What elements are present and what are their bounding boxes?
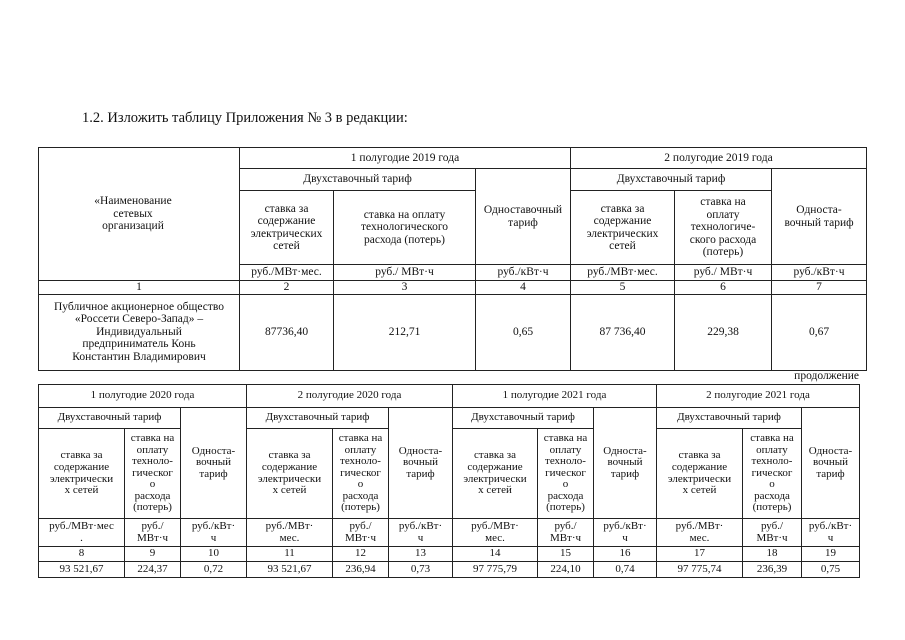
value-cell: 93 521,67 [39,562,125,578]
column-number: 19 [802,547,860,562]
unit-cell: руб./МВт· мес. [247,519,333,547]
column-number: 13 [389,547,453,562]
value-cell: 236,94 [333,562,389,578]
column-number: 3 [334,281,476,295]
value-cell: 224,37 [125,562,181,578]
period-header: 1 полугодие 2019 года [240,148,571,169]
unit-cell: руб./МВт· мес. [657,519,743,547]
column-number: 2 [240,281,334,295]
column-number: 8 [39,547,125,562]
value-cell: 93 521,67 [247,562,333,578]
maintenance-rate-header: ставка за содержание электрически х сетей [39,429,125,519]
unit-cell: руб./МВт·мес. [571,265,675,281]
maintenance-rate-header: ставка за содержание электрически х сетей [657,429,743,519]
loss-rate-header: ставка на оплату техноло- гическог о расхода (потерь) [125,429,181,519]
value-cell: 0,75 [802,562,860,578]
maintenance-rate-header: ставка за содержание электрически х сетей [453,429,538,519]
period-header: 1 полугодие 2021 года [453,385,657,408]
loss-rate-header: ставка на оплату техноло- гическог о расхода (потерь) [743,429,802,519]
value-cell: 229,38 [675,294,772,370]
tariff-table-2020-2021 [38,384,860,578]
unit-cell: руб./МВт·мес . [39,519,125,547]
tariff-table-2019 [38,147,867,371]
single-rate-header: Одноставочный тариф [476,169,571,265]
value-cell: 0,72 [181,562,247,578]
loss-rate-header: ставка на оплату техноло- гическог о расхода (потерь) [333,429,389,519]
value-cell: 224,10 [538,562,594,578]
column-number: 10 [181,547,247,562]
column-number: 9 [125,547,181,562]
period-header: 1 полугодие 2020 года [39,385,247,408]
single-rate-header: Односта- вочный тариф [594,408,657,519]
maintenance-rate-header: ставка за содержание электрических сетей [240,191,334,265]
column-number: 7 [772,281,867,295]
unit-cell: руб./ МВт·ч [743,519,802,547]
unit-cell: руб./кВт· ч [594,519,657,547]
single-rate-header: Односта- вочный тариф [802,408,860,519]
column-number: 17 [657,547,743,562]
unit-cell: руб./ МВт·ч [125,519,181,547]
unit-cell: руб./ МВт·ч [333,519,389,547]
column-number: 5 [571,281,675,295]
column-number: 14 [453,547,538,562]
two-rate-header: Двухставочный тариф [247,408,389,429]
single-rate-header: Односта- вочный тариф [772,169,867,265]
value-cell: 0,73 [389,562,453,578]
loss-rate-header: ставка на оплату технологического расхода (потерь) [334,191,476,265]
two-rate-header: Двухставочный тариф [39,408,181,429]
period-header: 2 полугодие 2020 года [247,385,453,408]
unit-cell: руб./МВт·мес. [240,265,334,281]
value-cell: 97 775,79 [453,562,538,578]
two-rate-header: Двухставочный тариф [657,408,802,429]
single-rate-header: Односта- вочный тариф [389,408,453,519]
value-cell: 212,71 [334,294,476,370]
unit-cell: руб./кВт· ч [802,519,860,547]
value-cell: 0,65 [476,294,571,370]
value-cell: 97 775,74 [657,562,743,578]
loss-rate-header: ставка на оплату технологиче- ского расхода (потерь) [675,191,772,265]
column-number: 15 [538,547,594,562]
column-number: 4 [476,281,571,295]
unit-cell: руб./кВт·ч [772,265,867,281]
unit-cell: руб./ МВт·ч [675,265,772,281]
column-number: 1 [39,281,240,295]
organization-name: Публичное акционерное общество «Россети Северо-Запад» – Индивидуальный предприниматель Конь Константин Владимирович [39,294,240,370]
single-rate-header: Односта- вочный тариф [181,408,247,519]
unit-cell: руб./кВт· ч [389,519,453,547]
value-cell: 0,67 [772,294,867,370]
value-cell: 0,74 [594,562,657,578]
page-heading: 1.2. Изложить таблицу Приложения № 3 в редакции: [82,110,408,126]
column-number: 16 [594,547,657,562]
unit-cell: руб./кВт· ч [181,519,247,547]
period-header: 2 полугодие 2021 года [657,385,860,408]
column-number: 6 [675,281,772,295]
unit-cell: руб./кВт·ч [476,265,571,281]
two-rate-header: Двухставочный тариф [453,408,594,429]
two-rate-header: Двухставочный тариф [571,169,772,191]
value-cell: 87 736,40 [571,294,675,370]
maintenance-rate-header: ставка за содержание электрически х сетей [247,429,333,519]
column-number: 11 [247,547,333,562]
org-name-header: «Наименование сетевых организаций [39,148,240,281]
value-cell: 87736,40 [240,294,334,370]
value-cell: 236,39 [743,562,802,578]
loss-rate-header: ставка на оплату техноло- гическог о расхода (потерь) [538,429,594,519]
unit-cell: руб./ МВт·ч [538,519,594,547]
two-rate-header: Двухставочный тариф [240,169,476,191]
column-number: 18 [743,547,802,562]
period-header: 2 полугодие 2019 года [571,148,867,169]
unit-cell: руб./ МВт·ч [334,265,476,281]
column-number: 12 [333,547,389,562]
maintenance-rate-header: ставка за содержание электрических сетей [571,191,675,265]
unit-cell: руб./МВт· мес. [453,519,538,547]
continuation-label: продолжение [794,370,859,382]
